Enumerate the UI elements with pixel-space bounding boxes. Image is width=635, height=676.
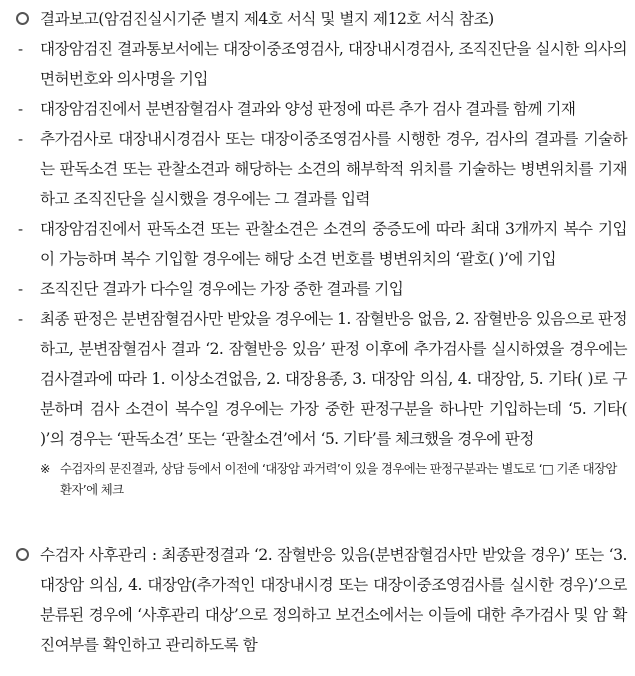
- follow-up-text: 수검자 사후관리 : 최종판정결과 ‘2. 잠혈반응 있음(분변잠혈검사만 받았을 경우)’ 또는 ‘3. 대장암 의심, 4. 대장암(추가적인 대장내시경 또는 대장이중조영검사를 실시한 경우)’으로 분류된 경우에 ‘사후관리 대상’으로 정의하고 보건소에서는 이들에 대한 추가검사 및 암 확진여부를 확인하고 관리하도록 함: [40, 546, 627, 654]
- list-item: [0, 94, 635, 124]
- list-item: [0, 274, 635, 304]
- follow-up-section: [0, 540, 635, 660]
- dash-bullet: -: [18, 220, 23, 238]
- reference-mark: ※: [40, 461, 50, 476]
- section-heading: [0, 4, 635, 34]
- list-item-text: 조직진단 결과가 다수일 경우에는 가장 중한 결과를 기입: [40, 280, 404, 298]
- dash-bullet: -: [18, 40, 23, 58]
- dash-bullet: -: [18, 310, 23, 328]
- dash-bullet: -: [18, 100, 23, 118]
- dash-bullet: -: [18, 130, 23, 148]
- list-item-text: 대장암검진에서 판독소견 또는 관찰소견은 소견의 중증도에 따라 최대 3개까지 복수 기입이 가능하며 복수 기입할 경우에는 해당 소견 번호를 병변위치의 ‘괄호( )’에 기입: [40, 220, 627, 268]
- list-item-text: 대장암검진에서 분변잠혈검사 결과와 양성 판정에 따른 추가 검사 결과를 함께 기재: [40, 100, 576, 118]
- footnote: [0, 458, 635, 500]
- list-item-text: 최종 판정은 분변잠혈검사만 받았을 경우에는 1. 잠혈반응 없음, 2. 잠혈반응 있음으로 판정하고, 분변잠혈검사 결과 ‘2. 잠혈반응 있음’ 판정 이후에 추가검사를 실시하였을 경우에는 검사결과에 따라 1. 이상소견없음, 2. 대장용종, 3. 대장암 의심, 4. 대장암, 5. 기타( )로 구분하며 검사 소견이 복수일 경우에는 가장 중한 판정구분을 하나만 기입하는데 ‘5. 기타( )’의 경우는 ‘판독소견’ 또는 ‘관찰소견’에서 ‘5. 기타’를 체크했을 경우에 판정: [40, 310, 627, 448]
- list-item: [0, 214, 635, 274]
- section-title: 결과보고(암검진실시기준 별지 제4호 서식 및 별지 제12호 서식 참조): [40, 10, 494, 28]
- list-item-text: 추가검사로 대장내시경검사 또는 대장이중조영검사를 시행한 경우, 검사의 결과를 기술하는 판독소견 또는 관찰소견과 해당하는 소견의 해부학적 위치를 기술하는 병변위치를 기재하고 조직진단을 실시했을 경우에는 그 결과를 입력: [40, 130, 627, 208]
- hollow-circle-bullet-icon: [16, 12, 29, 25]
- list-item: [0, 124, 635, 214]
- hollow-circle-bullet-icon: [16, 548, 29, 561]
- list-item-text: 대장암검진 결과통보서에는 대장이중조영검사, 대장내시경검사, 조직진단을 실시한 의사의 면허번호와 의사명을 기입: [40, 40, 627, 88]
- footnote-text: 수검자의 문진결과, 상담 등에서 이전에 ‘대장암 과거력’이 있을 경우에는 판정구분과는 별도로 ‘□ 기존 대장암환자’에 체크: [60, 461, 617, 497]
- follow-up-paragraph: [0, 540, 635, 660]
- list-item: [0, 34, 635, 94]
- dash-bullet: -: [18, 280, 23, 298]
- instruction-list: [0, 34, 635, 454]
- result-report-section: [0, 4, 635, 500]
- list-item: [0, 304, 635, 454]
